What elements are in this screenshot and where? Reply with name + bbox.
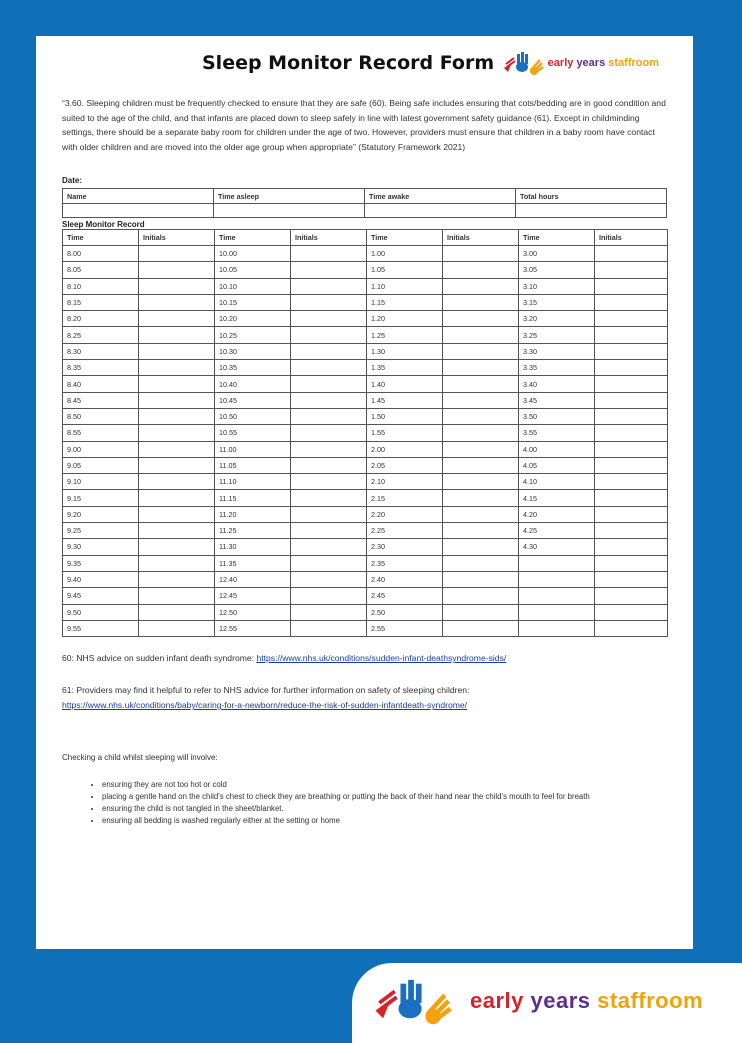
initials-cell[interactable] bbox=[595, 262, 668, 278]
time-awake-cell[interactable] bbox=[365, 204, 516, 218]
time-cell: 9.30 bbox=[63, 539, 139, 555]
name-cell[interactable] bbox=[63, 204, 214, 218]
initials-cell[interactable] bbox=[139, 311, 215, 327]
table-row bbox=[63, 555, 668, 571]
time-cell: 10.15 bbox=[215, 294, 291, 310]
header bbox=[62, 50, 667, 90]
time-cell: 2.05 bbox=[367, 457, 443, 473]
initials-cell[interactable] bbox=[595, 588, 668, 604]
initials-cell[interactable] bbox=[291, 506, 367, 522]
initials-cell[interactable] bbox=[443, 392, 519, 408]
initials-cell[interactable] bbox=[291, 539, 367, 555]
time-cell: 3.35 bbox=[519, 360, 595, 376]
time-cell: 3.00 bbox=[519, 246, 595, 262]
time-cell: 3.10 bbox=[519, 278, 595, 294]
initials-cell[interactable] bbox=[443, 294, 519, 310]
initials-cell[interactable] bbox=[291, 604, 367, 620]
footnote-60-link[interactable]: https://www.nhs.uk/conditions/sudden-infant-deathsyndrome-sids/ bbox=[256, 653, 507, 664]
time-cell: 1.25 bbox=[367, 327, 443, 343]
list-item: • ensuring they are not too hot or cold bbox=[102, 779, 667, 791]
time-cell: 1.30 bbox=[367, 343, 443, 359]
initials-cell[interactable] bbox=[595, 392, 668, 408]
table-row bbox=[63, 523, 668, 539]
time-asleep-cell[interactable] bbox=[214, 204, 365, 218]
time-cell: 4.00 bbox=[519, 441, 595, 457]
table-row bbox=[63, 327, 668, 343]
time-cell: 9.50 bbox=[63, 604, 139, 620]
initials-cell[interactable] bbox=[139, 571, 215, 587]
time-cell: 9.00 bbox=[63, 441, 139, 457]
initials-cell[interactable] bbox=[443, 278, 519, 294]
table-row bbox=[63, 441, 668, 457]
table-row bbox=[63, 343, 668, 359]
time-cell: 4.05 bbox=[519, 457, 595, 473]
time-cell: 11.25 bbox=[215, 523, 291, 539]
initials-cell[interactable] bbox=[595, 620, 668, 636]
time-cell: 4.25 bbox=[519, 523, 595, 539]
time-cell: 11.35 bbox=[215, 555, 291, 571]
initials-cell[interactable] bbox=[595, 571, 668, 587]
initials-cell[interactable] bbox=[443, 490, 519, 506]
time-cell: 3.55 bbox=[519, 425, 595, 441]
time-cell bbox=[519, 555, 595, 571]
time-cell: 10.35 bbox=[215, 360, 291, 376]
time-cell: 8.25 bbox=[63, 327, 139, 343]
time-cell: 1.45 bbox=[367, 392, 443, 408]
initials-cell[interactable] bbox=[291, 457, 367, 473]
framework-quote: “3.60. Sleeping children must be frequently checked to ensure that they are safe (60). Being safe includes ensuring that cots/bedding are in good condition and suited to the age of the child, and that infants are placed down to sleep safely in line with latest government safety guidance (61). Except in childminding settings, there should be a separate baby room for children under the age of two. However, providers must ensure that children in a baby room have contact with older children and are moved into the older age group when appropriate” (Statutory Framework 2021) bbox=[62, 98, 666, 152]
time-cell: 2.50 bbox=[367, 604, 443, 620]
table-row bbox=[63, 620, 668, 636]
initials-header: Initials bbox=[139, 230, 215, 246]
initials-cell[interactable] bbox=[139, 376, 215, 392]
initials-cell[interactable] bbox=[291, 523, 367, 539]
time-cell: 2.30 bbox=[367, 539, 443, 555]
time-cell: 9.20 bbox=[63, 506, 139, 522]
initials-cell[interactable] bbox=[139, 457, 215, 473]
footnote-60-text: 60: NHS advice on sudden infant death syndrome: bbox=[62, 653, 257, 664]
time-cell: 11.10 bbox=[215, 474, 291, 490]
initials-cell[interactable] bbox=[595, 490, 668, 506]
time-cell: 9.40 bbox=[63, 571, 139, 587]
table-row bbox=[63, 588, 668, 604]
initials-cell[interactable] bbox=[139, 294, 215, 310]
initials-cell[interactable] bbox=[291, 327, 367, 343]
time-cell: 3.05 bbox=[519, 262, 595, 278]
time-cell: 3.25 bbox=[519, 327, 595, 343]
header-logo bbox=[502, 50, 659, 76]
brand-name: early years staffroom bbox=[547, 57, 659, 69]
initials-cell[interactable] bbox=[443, 620, 519, 636]
initials-cell[interactable] bbox=[595, 327, 668, 343]
sleep-monitor-table bbox=[62, 229, 668, 637]
initials-cell[interactable] bbox=[139, 555, 215, 571]
time-cell: 4.15 bbox=[519, 490, 595, 506]
initials-cell[interactable] bbox=[595, 604, 668, 620]
initials-cell[interactable] bbox=[291, 490, 367, 506]
time-cell: 2.40 bbox=[367, 571, 443, 587]
table-row bbox=[63, 392, 668, 408]
initials-cell[interactable] bbox=[595, 425, 668, 441]
initials-cell[interactable] bbox=[139, 523, 215, 539]
initials-cell[interactable] bbox=[595, 311, 668, 327]
initials-cell[interactable] bbox=[139, 539, 215, 555]
initials-cell[interactable] bbox=[595, 343, 668, 359]
time-cell: 9.10 bbox=[63, 474, 139, 490]
page-title: Sleep Monitor Record Form bbox=[202, 52, 495, 74]
initials-cell[interactable] bbox=[595, 408, 668, 424]
initials-cell[interactable] bbox=[443, 311, 519, 327]
time-cell: 10.40 bbox=[215, 376, 291, 392]
time-cell bbox=[519, 620, 595, 636]
initials-cell[interactable] bbox=[443, 262, 519, 278]
time-cell: 2.55 bbox=[367, 620, 443, 636]
initials-cell[interactable] bbox=[291, 278, 367, 294]
time-cell: 9.25 bbox=[63, 523, 139, 539]
initials-cell[interactable] bbox=[443, 506, 519, 522]
time-cell: 10.00 bbox=[215, 246, 291, 262]
time-cell: 10.25 bbox=[215, 327, 291, 343]
time-cell: 9.55 bbox=[63, 620, 139, 636]
time-cell: 8.55 bbox=[63, 425, 139, 441]
time-cell bbox=[519, 588, 595, 604]
initials-cell[interactable] bbox=[291, 376, 367, 392]
time-cell: 11.30 bbox=[215, 539, 291, 555]
footnote-61-link[interactable]: https://www.nhs.uk/conditions/baby/caring-for-a-newborn/reduce-the-risk-of-sudden-infantdeath-syndrome/ bbox=[62, 700, 468, 711]
initials-header: Initials bbox=[595, 230, 668, 246]
initials-cell[interactable] bbox=[443, 408, 519, 424]
total-hours-cell[interactable] bbox=[516, 204, 667, 218]
initials-cell[interactable] bbox=[595, 294, 668, 310]
time-cell: 4.30 bbox=[519, 539, 595, 555]
initials-cell[interactable] bbox=[291, 360, 367, 376]
initials-header: Initials bbox=[291, 230, 367, 246]
time-cell: 1.55 bbox=[367, 425, 443, 441]
table-row bbox=[63, 311, 668, 327]
time-cell: 2.15 bbox=[367, 490, 443, 506]
initials-cell[interactable] bbox=[291, 408, 367, 424]
time-cell: 8.00 bbox=[63, 246, 139, 262]
time-cell: 8.30 bbox=[63, 343, 139, 359]
initials-cell[interactable] bbox=[595, 376, 668, 392]
initials-cell[interactable] bbox=[139, 360, 215, 376]
initials-cell[interactable] bbox=[443, 376, 519, 392]
initials-cell[interactable] bbox=[139, 246, 215, 262]
table-row bbox=[63, 294, 668, 310]
total-hours-header: Total hours bbox=[516, 189, 667, 204]
name-header: Name bbox=[63, 189, 214, 204]
initials-header: Initials bbox=[443, 230, 519, 246]
time-cell: 4.20 bbox=[519, 506, 595, 522]
initials-cell[interactable] bbox=[443, 588, 519, 604]
time-cell: 10.30 bbox=[215, 343, 291, 359]
time-cell: 10.55 bbox=[215, 425, 291, 441]
list-item: • placing a gentle hand on the child’s chest to check they are breathing or putting the back of their hand near the child’s mouth to feel for breath bbox=[102, 791, 667, 803]
initials-cell[interactable] bbox=[139, 620, 215, 636]
initials-cell[interactable] bbox=[291, 425, 367, 441]
initials-cell[interactable] bbox=[443, 441, 519, 457]
time-cell: 8.15 bbox=[63, 294, 139, 310]
time-cell: 11.05 bbox=[215, 457, 291, 473]
time-cell: 8.35 bbox=[63, 360, 139, 376]
bottom-logo bbox=[362, 976, 703, 1026]
initials-cell[interactable] bbox=[291, 620, 367, 636]
time-cell: 1.35 bbox=[367, 360, 443, 376]
table-row bbox=[63, 425, 668, 441]
sleep-record-label: Sleep Monitor Record bbox=[62, 220, 145, 229]
time-cell: 12.45 bbox=[215, 588, 291, 604]
table-row bbox=[63, 490, 668, 506]
time-cell: 1.00 bbox=[367, 246, 443, 262]
time-cell: 12.40 bbox=[215, 571, 291, 587]
list-item: • ensuring the child is not tangled in the sheet/blanket. bbox=[102, 803, 667, 815]
table-row bbox=[63, 376, 668, 392]
time-cell: 10.45 bbox=[215, 392, 291, 408]
name-table bbox=[62, 188, 667, 218]
time-cell: 10.50 bbox=[215, 408, 291, 424]
checking-list bbox=[62, 779, 667, 827]
initials-cell[interactable] bbox=[595, 360, 668, 376]
initials-cell[interactable] bbox=[443, 343, 519, 359]
time-cell: 8.10 bbox=[63, 278, 139, 294]
initials-cell[interactable] bbox=[291, 311, 367, 327]
initials-cell[interactable] bbox=[595, 506, 668, 522]
time-cell: 3.20 bbox=[519, 311, 595, 327]
initials-cell[interactable] bbox=[595, 246, 668, 262]
time-cell bbox=[519, 571, 595, 587]
hands-logo-icon bbox=[502, 50, 544, 76]
initials-cell[interactable] bbox=[443, 360, 519, 376]
initials-cell[interactable] bbox=[595, 555, 668, 571]
table-row bbox=[63, 360, 668, 376]
initials-cell[interactable] bbox=[139, 441, 215, 457]
time-cell: 8.40 bbox=[63, 376, 139, 392]
time-cell: 2.10 bbox=[367, 474, 443, 490]
table-row bbox=[63, 604, 668, 620]
initials-cell[interactable] bbox=[291, 294, 367, 310]
time-cell: 12.55 bbox=[215, 620, 291, 636]
time-cell: 2.20 bbox=[367, 506, 443, 522]
time-header: Time bbox=[63, 230, 139, 246]
time-cell: 1.15 bbox=[367, 294, 443, 310]
time-cell: 1.10 bbox=[367, 278, 443, 294]
initials-cell[interactable] bbox=[291, 392, 367, 408]
initials-cell[interactable] bbox=[443, 457, 519, 473]
table-row bbox=[63, 408, 668, 424]
initials-cell[interactable] bbox=[139, 327, 215, 343]
time-cell: 3.30 bbox=[519, 343, 595, 359]
initials-cell[interactable] bbox=[443, 539, 519, 555]
initials-cell[interactable] bbox=[139, 604, 215, 620]
initials-cell[interactable] bbox=[291, 571, 367, 587]
initials-cell[interactable] bbox=[139, 278, 215, 294]
initials-cell[interactable] bbox=[443, 474, 519, 490]
time-header: Time bbox=[215, 230, 291, 246]
initials-cell[interactable] bbox=[139, 506, 215, 522]
initials-cell[interactable] bbox=[291, 588, 367, 604]
time-cell: 8.20 bbox=[63, 311, 139, 327]
time-cell: 10.05 bbox=[215, 262, 291, 278]
time-cell: 12.50 bbox=[215, 604, 291, 620]
initials-cell[interactable] bbox=[595, 457, 668, 473]
time-cell bbox=[519, 604, 595, 620]
initials-cell[interactable] bbox=[139, 588, 215, 604]
initials-cell[interactable] bbox=[443, 327, 519, 343]
initials-cell[interactable] bbox=[291, 441, 367, 457]
initials-cell[interactable] bbox=[139, 408, 215, 424]
time-cell: 3.40 bbox=[519, 376, 595, 392]
initials-cell[interactable] bbox=[443, 604, 519, 620]
time-cell: 9.05 bbox=[63, 457, 139, 473]
initials-cell[interactable] bbox=[139, 262, 215, 278]
initials-cell[interactable] bbox=[139, 474, 215, 490]
time-cell: 4.10 bbox=[519, 474, 595, 490]
list-item: • ensuring all bedding is washed regularly either at the setting or home bbox=[102, 815, 667, 827]
initials-cell[interactable] bbox=[291, 474, 367, 490]
table-row bbox=[63, 474, 668, 490]
date-label: Date: bbox=[62, 176, 83, 185]
table-row bbox=[63, 539, 668, 555]
time-cell: 2.25 bbox=[367, 523, 443, 539]
table-row bbox=[63, 262, 668, 278]
hands-logo-icon bbox=[362, 976, 462, 1026]
initials-cell[interactable] bbox=[291, 246, 367, 262]
initials-cell[interactable] bbox=[595, 523, 668, 539]
table-row bbox=[63, 571, 668, 587]
time-cell: 10.20 bbox=[215, 311, 291, 327]
table-row bbox=[63, 457, 668, 473]
initials-cell[interactable] bbox=[443, 571, 519, 587]
time-cell: 2.35 bbox=[367, 555, 443, 571]
initials-cell[interactable] bbox=[443, 523, 519, 539]
time-cell: 9.15 bbox=[63, 490, 139, 506]
time-cell: 2.45 bbox=[367, 588, 443, 604]
time-cell: 1.05 bbox=[367, 262, 443, 278]
time-cell: 8.50 bbox=[63, 408, 139, 424]
footnote-61-text: 61: Providers may find it helpful to refer to NHS advice for further information on safety of sleeping children: bbox=[62, 685, 470, 696]
initials-cell[interactable] bbox=[595, 441, 668, 457]
time-asleep-header: Time asleep bbox=[214, 189, 365, 204]
time-cell: 2.00 bbox=[367, 441, 443, 457]
footnote-61 bbox=[62, 683, 667, 713]
time-awake-header: Time awake bbox=[365, 189, 516, 204]
time-cell: 3.15 bbox=[519, 294, 595, 310]
time-header: Time bbox=[519, 230, 595, 246]
time-cell: 8.45 bbox=[63, 392, 139, 408]
time-cell: 3.50 bbox=[519, 408, 595, 424]
initials-cell[interactable] bbox=[139, 425, 215, 441]
initials-cell[interactable] bbox=[443, 425, 519, 441]
time-cell: 9.45 bbox=[63, 588, 139, 604]
time-cell: 11.15 bbox=[215, 490, 291, 506]
table-row bbox=[63, 506, 668, 522]
time-cell: 11.20 bbox=[215, 506, 291, 522]
brand-name: early years staffroom bbox=[470, 988, 704, 1013]
time-header: Time bbox=[367, 230, 443, 246]
initials-cell[interactable] bbox=[139, 490, 215, 506]
footnote-60 bbox=[62, 651, 667, 666]
time-cell: 1.50 bbox=[367, 408, 443, 424]
initials-cell[interactable] bbox=[291, 262, 367, 278]
checking-intro: Checking a child whilst sleeping will involve: bbox=[62, 753, 218, 763]
time-cell: 3.45 bbox=[519, 392, 595, 408]
initials-cell[interactable] bbox=[291, 555, 367, 571]
time-cell: 10.10 bbox=[215, 278, 291, 294]
initials-cell[interactable] bbox=[443, 555, 519, 571]
initials-cell[interactable] bbox=[595, 278, 668, 294]
initials-cell[interactable] bbox=[139, 392, 215, 408]
initials-cell[interactable] bbox=[595, 474, 668, 490]
time-cell: 1.40 bbox=[367, 376, 443, 392]
time-cell: 11.00 bbox=[215, 441, 291, 457]
table-row bbox=[63, 278, 668, 294]
initials-cell[interactable] bbox=[595, 539, 668, 555]
time-cell: 9.35 bbox=[63, 555, 139, 571]
initials-cell[interactable] bbox=[139, 343, 215, 359]
table-row bbox=[63, 246, 668, 262]
time-cell: 8.05 bbox=[63, 262, 139, 278]
initials-cell[interactable] bbox=[443, 246, 519, 262]
initials-cell[interactable] bbox=[291, 343, 367, 359]
document-page bbox=[36, 36, 693, 949]
time-cell: 1.20 bbox=[367, 311, 443, 327]
